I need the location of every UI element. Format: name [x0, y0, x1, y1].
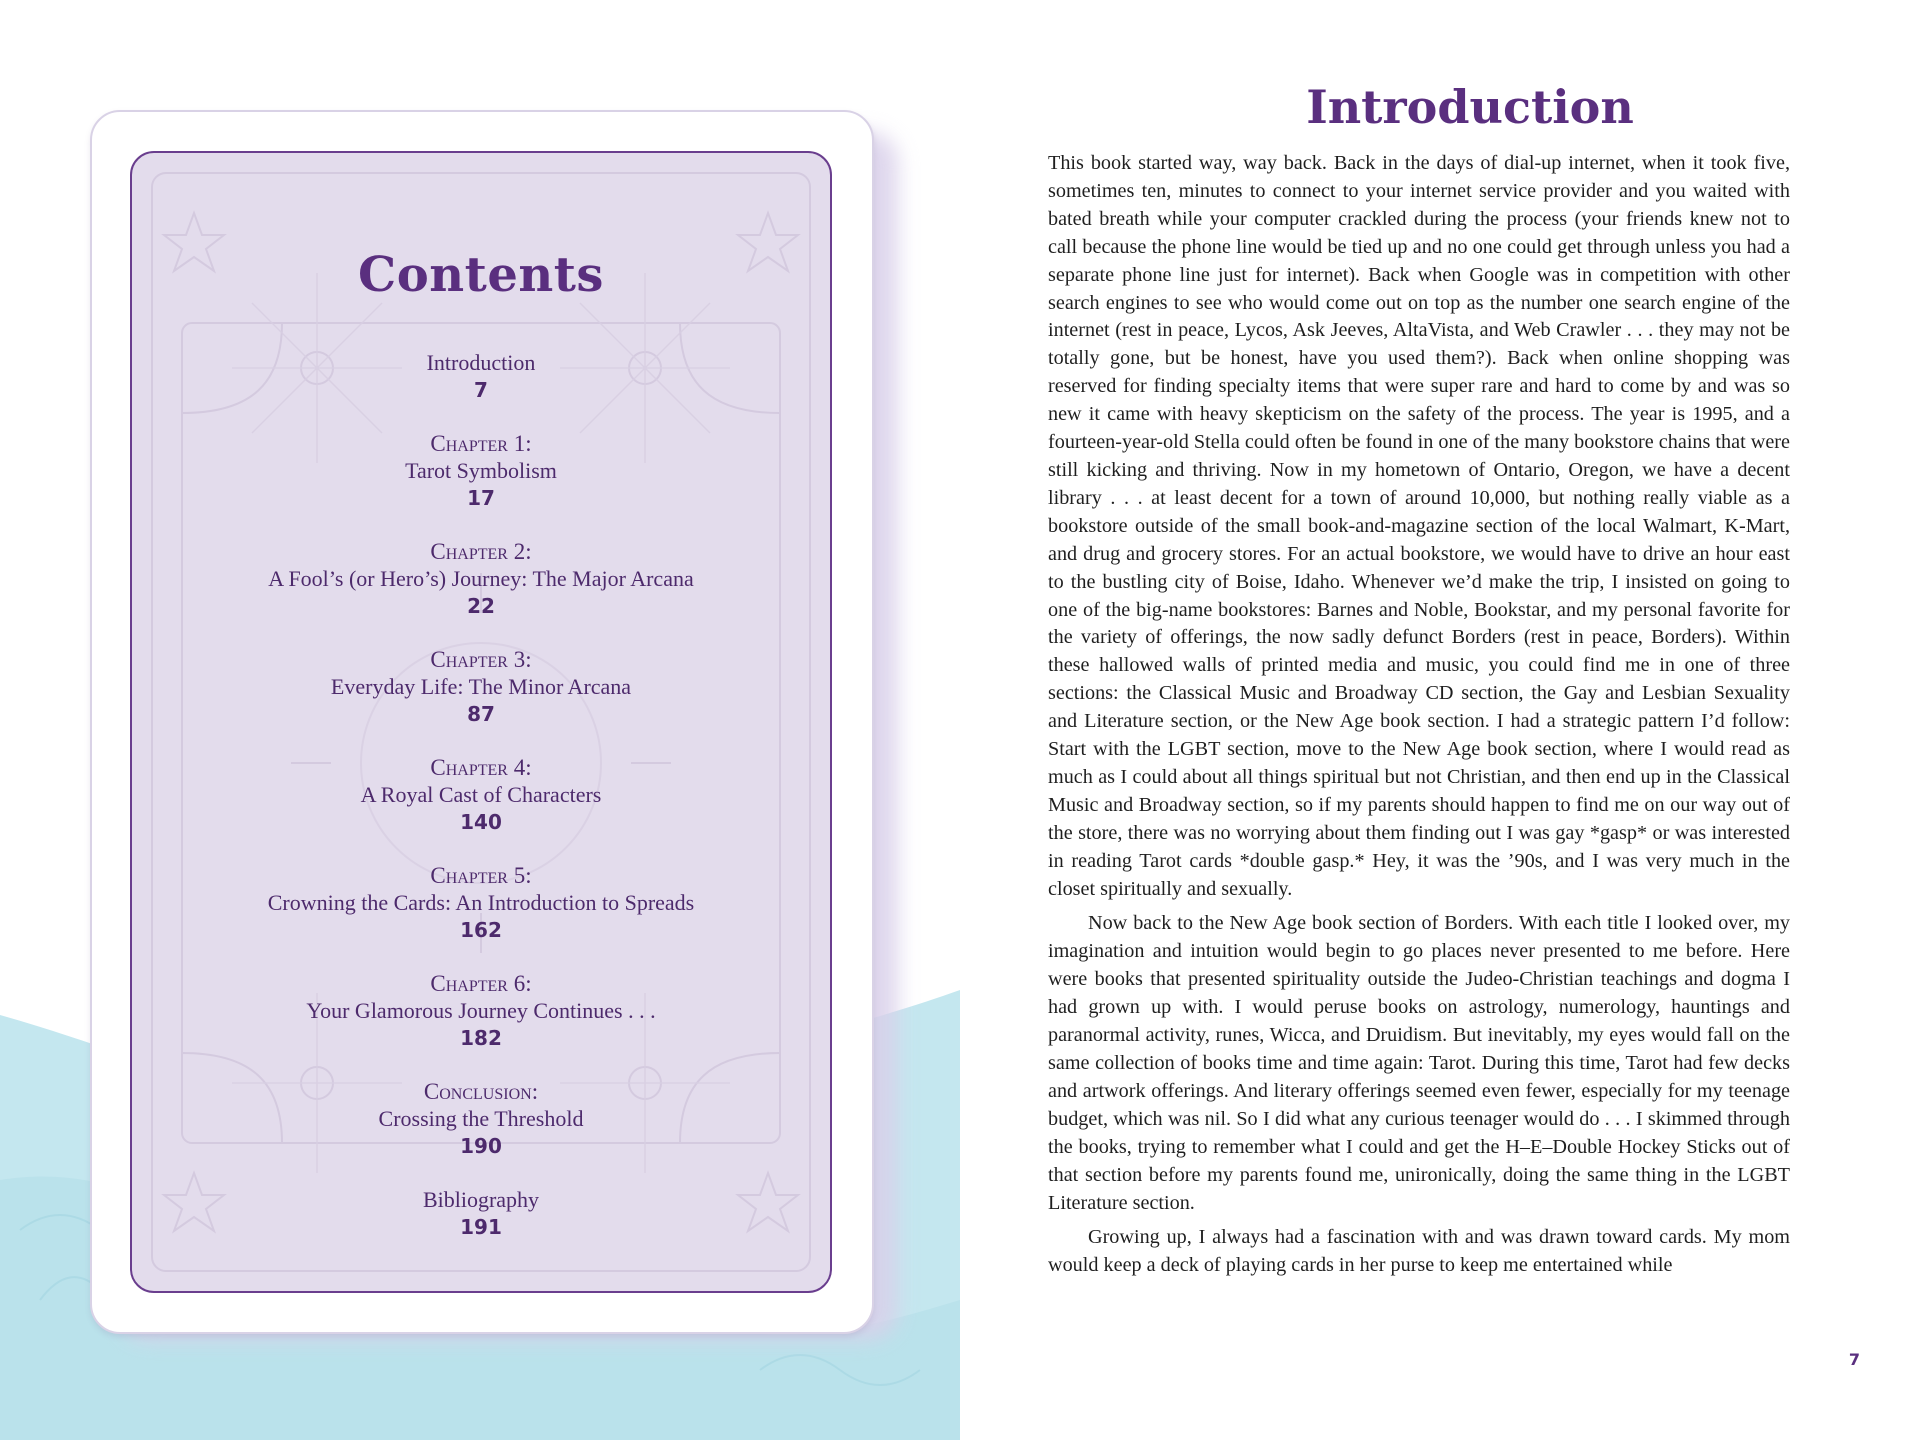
toc-entry[interactable] — [132, 430, 830, 512]
toc-chapter-label: Chapter 3: — [430, 647, 532, 672]
toc-entry[interactable] — [132, 862, 830, 944]
toc-entry-title: A Fool’s (or Hero’s) Journey: The Major Arcana — [268, 566, 694, 591]
introduction-body — [1048, 150, 1790, 1287]
contents-card — [130, 151, 832, 1293]
contents-list — [132, 349, 830, 1267]
toc-entry-title: Your Glamorous Journey Continues . . . — [306, 998, 656, 1023]
toc-chapter-label: Chapter 4: — [430, 755, 532, 780]
toc-entry[interactable] — [132, 538, 830, 620]
toc-page-number: 7 — [474, 378, 488, 402]
toc-entry-title: Everyday Life: The Minor Arcana — [330, 674, 632, 699]
toc-chapter-label: Conclusion: — [423, 1079, 539, 1104]
toc-entry-title: Introduction — [426, 350, 536, 375]
toc-entry[interactable] — [132, 1186, 830, 1241]
toc-entry[interactable] — [132, 970, 830, 1052]
contents-title: Contents — [358, 247, 604, 303]
toc-entry[interactable] — [132, 1078, 830, 1160]
paragraph: Now back to the New Age book section of Borders. With each title I looked over, my imagination and intuition would begin to go places never presented to me before. Here were books that presented spirituality outside the Judeo-Christian teachings and dogma I had grown up with. I would peruse books on astrology, numerology, hauntings and paranormal activity, runes, Wicca, and Druidism. But inevitably, my eyes would fall on the same collection of books time and time again: Tarot. During this time, Tarot had few decks and artwork offerings. And literary offerings seemed even fewer, especially for my teenage budget, which was nil. So I did what any curious teenager would do . . . I skimmed through the books, trying to remember what I could and get the H–E–Double Hockey Sticks out of that section before my parents found me, unironically, doing the same thing in the LGBT Literature section. — [1048, 912, 1790, 1214]
toc-page-number: 87 — [467, 702, 495, 726]
toc-chapter-label: Chapter 2: — [430, 539, 532, 564]
toc-page-number: 162 — [460, 918, 502, 942]
toc-entry-title: Crossing the Threshold — [378, 1106, 584, 1131]
toc-chapter-label: Chapter 5: — [430, 863, 532, 888]
toc-entry[interactable] — [132, 754, 830, 836]
paragraph: Growing up, I always had a fascination with and was drawn toward cards. My mom would keep a deck of playing cards in her purse to keep me entertained while — [1048, 1226, 1790, 1277]
toc-entry-title: A Royal Cast of Characters — [360, 782, 602, 807]
toc-chapter-label: Chapter 6: — [430, 971, 532, 996]
toc-page-number: 17 — [467, 486, 495, 510]
toc-entry[interactable] — [132, 646, 830, 728]
toc-page-number: 191 — [460, 1215, 502, 1239]
toc-page-number: 190 — [460, 1134, 502, 1158]
introduction-title: Introduction — [1306, 80, 1634, 134]
toc-entry-title: Bibliography — [422, 1187, 540, 1212]
toc-page-number: 182 — [460, 1026, 502, 1050]
toc-entry-title: Tarot Symbolism — [405, 458, 557, 483]
paragraph: This book started way, way back. Back in the days of dial-up internet, when it took five, sometimes ten, minutes to connect to your internet service provider and you waited with bated breath while your computer crackled during the process (your friends knew not to call because the phone line would be tied up and no one could get through unless you had a separate phone line just for internet). Back when Google was in competition with other search engines to see who would come out on top as the number one search engine of the internet (rest in peace, Lycos, Ask Jeeves, AltaVista, and Web Crawler . . . they may not be totally gone, but be honest, have you used them?). Back when online shopping was reserved for finding specialty items that were super rare and hard to come by and was so new it came with heavy skepticism on the safety of the process. The year is 1995, and a fourteen-year-old Stella could often be found in one of the many bookstore chains that were still kicking and thriving. Now in my hometown of Ontario, Oregon, we have a decent library . . . at least decent for a town of around 10,000, but nothing really viable as a bookstore outside of the small book-and-magazine section of the local Walmart, K-Mart, and drug and grocery stores. For an actual bookstore, we would have to drive an hour east to the bustling city of Boise, Idaho. Whenever we’d make the trip, I insisted on going to one of the big-name bookstores: Barnes and Noble, Bookstar, and my personal favorite for the variety of offerings, the now sadly defunct Borders (rest in peace, Borders). Within these hallowed walls of printed media and music, you could find me in one of three sections: the Classical Music and Broadway CD section, the Gay and Lesbian Sexuality and Literature section, or the New Age book section. I had a strategic pattern I’d follow: Start with the LGBT section, move to the New Age book section, where I would read as much as I could about all things spiritual but not Christian, and then end up in the Classical Music and Broadway section, so if my parents should happen to find me on our way out of the store, there was no worrying about them finding out I was gay *gasp* or was interested in reading Tarot cards *double gasp.* Hey, it was the ’90s, and I was very much in the closet spiritually and sexually. — [1048, 152, 1790, 900]
right-page — [960, 0, 1920, 1440]
page-number: 7 — [1848, 1350, 1860, 1369]
toc-entry[interactable] — [132, 349, 830, 404]
toc-entry-title: Crowning the Cards: An Introduction to Spreads — [267, 890, 695, 915]
toc-chapter-label: Chapter 1: — [430, 431, 532, 456]
toc-page-number: 22 — [467, 594, 495, 618]
toc-page-number: 140 — [460, 810, 502, 834]
